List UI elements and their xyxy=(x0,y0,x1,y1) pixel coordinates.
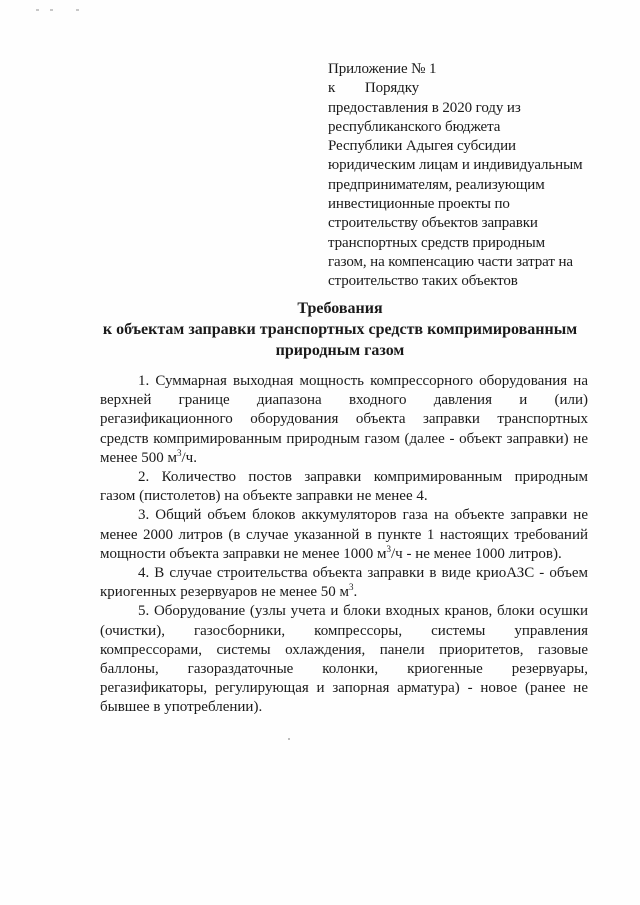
appendix-line: республиканского бюджета xyxy=(328,118,501,135)
requirement-line: 4. В случае строительства объекта заправки в виде криоАЗС - объем xyxy=(138,565,588,582)
requirement-item xyxy=(100,468,588,506)
title-line: к объектам заправки транспортных средств компримированным xyxy=(102,321,578,338)
unit-superscript: 3 xyxy=(177,447,182,458)
requirement-line: 2. Количество постов заправки компримированным природным xyxy=(138,469,588,486)
appendix-line: Республики Адыгея субсидии xyxy=(328,138,516,155)
appendix-line: строительству объектов заправки xyxy=(328,215,538,232)
appendix-line: Приложение № 1 xyxy=(328,61,437,77)
appendix-line: строительство таких объектов xyxy=(328,273,518,290)
unit-superscript: 3 xyxy=(349,582,354,593)
requirement-line: регазификаторы, регулирующая и запорная арматура) - новое (ранее не xyxy=(100,680,588,697)
requirement-line xyxy=(100,545,588,564)
appendix-line: к Порядку xyxy=(328,80,420,97)
requirement-line: (очистки), газосборники, компрессоры, системы управления xyxy=(100,622,588,639)
requirement-item xyxy=(100,506,588,564)
requirement-line: верхней границе диапазона входного давления и (или) xyxy=(100,392,588,409)
requirement-line: баллоны, газораздаточные колонки, криогенные резервуары, xyxy=(100,661,588,678)
requirements-list xyxy=(100,372,588,718)
requirement-text: газом (пистолетов) на объекте заправки не менее 4. xyxy=(100,488,428,505)
requirement-line: компрессорами, системы охлаждения, панели приоритетов, газовые xyxy=(100,641,588,658)
requirement-line: 1. Суммарная выходная мощность компрессорного оборудования на xyxy=(138,373,588,389)
document-title xyxy=(90,298,590,361)
requirement-item xyxy=(100,372,588,468)
requirement-text: . xyxy=(353,584,358,601)
requirement-line: 5. Оборудование (узлы учета и блоки входных кранов, блоки осушки xyxy=(138,603,588,620)
appendix-line: юридическим лицам и индивидуальным xyxy=(328,157,583,174)
requirement-line xyxy=(100,583,588,602)
requirement-item xyxy=(100,602,588,717)
requirement-item xyxy=(100,564,588,602)
requirement-line xyxy=(100,487,588,506)
requirement-text: /ч. xyxy=(181,449,197,466)
requirement-line xyxy=(100,698,588,717)
appendix-line: предпринимателям, реализующим xyxy=(328,176,545,193)
requirement-text: бывшее в употреблении). xyxy=(100,699,263,716)
scan-artifact xyxy=(36,9,96,13)
title-line: природным газом xyxy=(275,342,405,359)
requirement-line: 3. Общий объем блоков аккумуляторов газа на объекте заправки не xyxy=(138,507,588,524)
requirement-line: средств компримированным природным газом (далее - объект заправки) не xyxy=(100,430,588,447)
appendix-line: газом, на компенсацию части затрат на xyxy=(328,253,573,270)
requirement-line: менее 2000 литров (в случае указанной в пункте 1 настоящих требований xyxy=(100,526,588,543)
title-line: Требования xyxy=(297,300,383,317)
appendix-line: инвестиционные проекты по xyxy=(328,196,510,213)
requirement-text: /ч - не менее 1000 литров). xyxy=(390,545,562,562)
appendix-header xyxy=(328,60,600,292)
scan-artifact xyxy=(288,738,290,740)
appendix-line: транспортных средств природным xyxy=(328,234,545,251)
unit-superscript: 3 xyxy=(386,543,391,554)
appendix-line: предоставления в 2020 году из xyxy=(328,99,521,116)
requirement-text: мощности объекта заправки не менее 1000 м xyxy=(100,545,387,562)
requirement-line xyxy=(100,449,588,468)
requirement-text: менее 500 м xyxy=(100,449,177,466)
requirement-line: регазификационного оборудования объекта заправки транспортных xyxy=(100,411,588,428)
requirement-text: криогенных резервуаров не менее 50 м xyxy=(100,584,350,601)
